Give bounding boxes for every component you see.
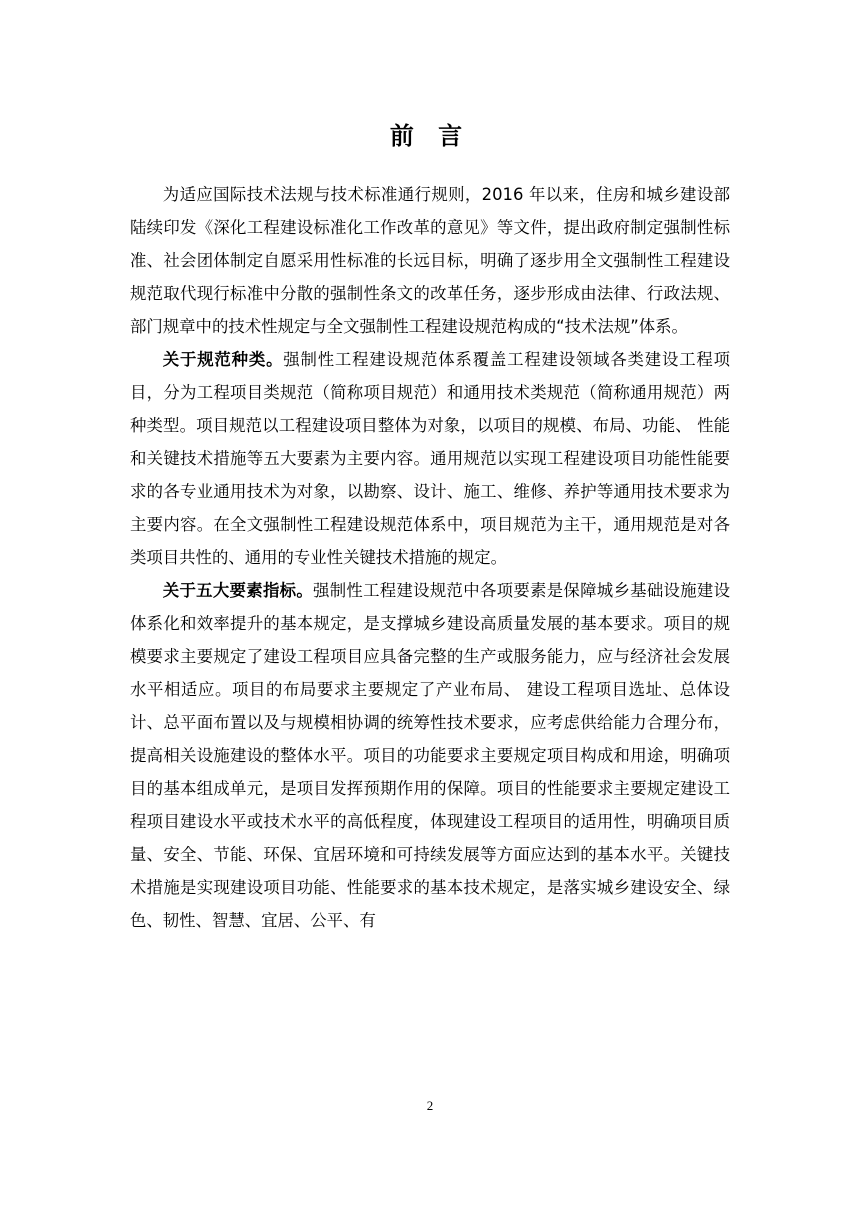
- body-text: [130, 178, 730, 937]
- paragraph-lead: 关于五大要素指标。: [162, 581, 314, 600]
- paragraph-text: 为适应国际技术法规与技术标准通行规则，2016 年以来，住房和城乡建设部陆续印发《深化工程建设标准化工作改革的意见》等文件，提出政府制定强制性标准、社会团体制定自愿采用性标准的长远目标，明确了逐步用全文强制性工程建设规范取代现行标准中分散的强制性条文的改革任务，逐步形成由法律、行政法规、部门规章中的技术性规定与全文强制性工程建设规范构成的“技术法规”体系。: [130, 185, 730, 336]
- page-title: 前 言: [389, 122, 471, 150]
- paragraph-five-elements: [130, 574, 730, 937]
- page-number: 2: [426, 1098, 434, 1113]
- paragraph-lead: 关于规范种类。: [162, 350, 284, 369]
- paragraph-spec-types: [130, 343, 730, 574]
- paragraph-text: 强制性工程建设规范中各项要素是保障城乡基础设施建设体系化和效率提升的基本规定，是支撑城乡建设高质量发展的基本要求。项目的规模要求主要规定了建设工程项目应具备完整的生产或服务能力，应与经济社会发展水平相适应。项目的布局要求主要规定了产业布局、 建设工程项目选址、总体设计、总平面布置以及与规模相协调的统筹性技术要求，应考虑供给能力合理分布，提高相关设施建设的整体水平。项目的功能要求主要规定项目构成和用途，明确项目的基本组成单元，是项目发挥预期作用的保障。项目的性能要求主要规定建设工程项目建设水平或技术水平的高低程度，体现建设工程项目的适用性，明确项目质量、安全、节能、环保、宜居环境和可持续发展等方面应达到的基本水平。关键技术措施是实现建设项目功能、性能要求的基本技术规定，是落实城乡建设安全、绿色、韧性、智慧、宜居、公平、有: [130, 581, 731, 930]
- paragraph-intro: [130, 178, 730, 343]
- paragraph-text: 强制性工程建设规范体系覆盖工程建设领域各类建设工程项目，分为工程项目类规范（简称项目规范）和通用技术类规范（简称通用规范）两种类型。项目规范以工程建设项目整体为对象，以项目的规模、布局、功能、 性能和关键技术措施等五大要素为主要内容。通用规范以实现工程建设项目功能性能要求的各专业通用技术为对象，以勘察、设计、施工、维修、养护等通用技术要求为主要内容。在全文强制性工程建设规范体系中，项目规范为主干，通用规范是对各类项目共性的、通用的专业性关键技术措施的规定。: [130, 350, 731, 567]
